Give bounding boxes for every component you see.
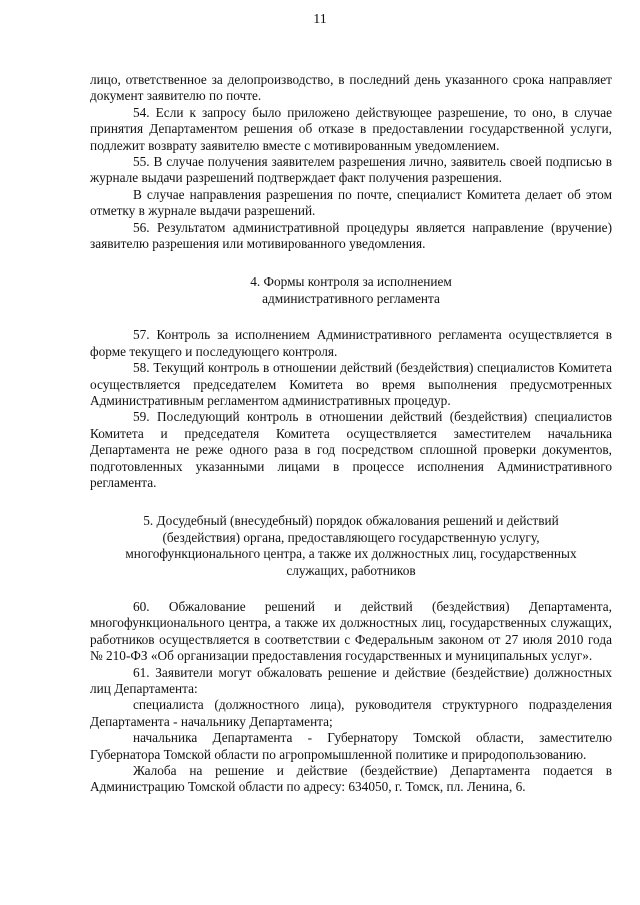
paragraph-61: 61. Заявители могут обжаловать решение и действие (бездействие) должностных лиц Департамента: — [90, 664, 612, 696]
page-number: 11 — [313, 12, 327, 27]
section-5-heading-line: 5. Досудебный (внесудебный) порядок обжалования решений и действий — [143, 513, 559, 529]
section-5-heading — [90, 513, 612, 579]
paragraph-59: 59. Последующий контроль в отношении действий (бездействия) специалистов Комитета и председателя Комитета осуществляется заместителем начальника Департамента не реже одного раза в год посредством сплошной проверки документов, подготовленных указанными лицами в процессе исполнения Административного регламента. — [90, 409, 612, 490]
section-4-heading — [90, 274, 612, 307]
section-4-heading-line: административного регламента — [262, 290, 440, 306]
section-5-heading-line: многофункционального центра, а также их должностных лиц, государственных — [125, 546, 577, 562]
paragraph-54: 54. Если к запросу было приложено действующее разрешение, то оно, в случае принятия Департаментом решения об отказе в предоставлении государственной услуги, подлежит возврату заявителю вместе с мотивированным уведомлением. — [90, 104, 612, 153]
paragraph-60: 60. Обжалование решений и действий (бездействия) Департамента, многофункционального центра, а также их должностных лиц, государственных служащих, работников осуществляется в соответствии с Федеральным законом от 27 июля 2010 года № 210-ФЗ «Об организации предоставления государственных и муниципальных услуг». — [90, 598, 612, 664]
paragraph-58: 58. Текущий контроль в отношении действий (бездействия) специалистов Комитета осуществляется председателем Комитета во время выполнения предусмотренных Административным регламентом административных процедур. — [90, 360, 612, 408]
document-body — [90, 72, 612, 796]
section-5-heading-line: (бездействия) органа, предоставляющего государственную услугу, — [162, 529, 540, 545]
section-5-heading-line: служащих, работников — [286, 562, 416, 578]
paragraph-continuation: лицо, ответственное за делопроизводство, в последний день указанного срока направляет документ заявителю по почте. — [90, 72, 612, 104]
paragraph-55: 55. В случае получения заявителем разрешения лично, заявитель своей подписью в журнале выдачи разрешений подтверждает факт получения разрешения. — [90, 154, 612, 186]
paragraph-appeal-head: начальника Департамента - Губернатору Томской области, заместителю Губернатора Томской области по агропромышленной политике и природопользованию. — [90, 730, 612, 762]
paragraph-57: 57. Контроль за исполнением Административного регламента осуществляется в форме текущего и последующего контроля. — [90, 327, 612, 359]
paragraph-appeal-specialist: специалиста (должностного лица), руководителя структурного подразделения Департамента - начальнику Департамента; — [90, 697, 612, 729]
paragraph-56: 56. Результатом административной процедуры является направление (вручение) заявителю разрешения или мотивированного уведомления. — [90, 219, 612, 252]
paragraph-postal-delivery: В случае направления разрешения по почте, специалист Комитета делает об этом отметку в журнале выдачи разрешений. — [90, 186, 612, 219]
paragraph-complaint-address: Жалоба на решение и действие (бездействие) Департамента подается в Администрацию Томской области по адресу: 634050, г. Томск, пл. Ленина, 6. — [90, 763, 612, 795]
section-4-heading-line: 4. Формы контроля за исполнением — [250, 274, 452, 290]
